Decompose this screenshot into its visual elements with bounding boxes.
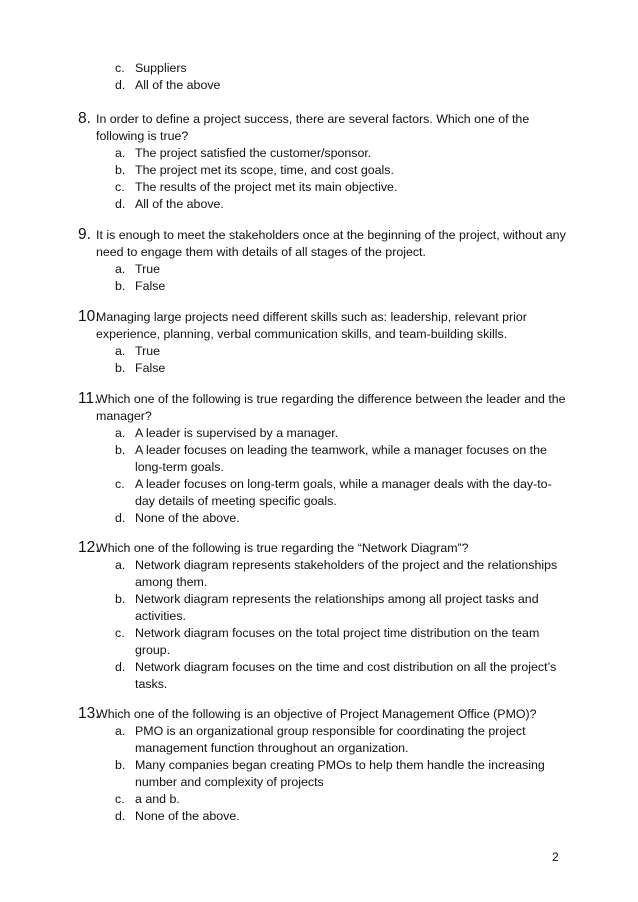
option-letter: a. xyxy=(115,146,126,160)
option-letter: a. xyxy=(115,344,126,358)
option-text: False xyxy=(135,279,166,293)
option-letter: d. xyxy=(115,511,126,525)
question-12 xyxy=(78,540,568,693)
question-10 xyxy=(78,309,568,377)
question-text: Which one of the following is true regarding the “Network Diagram”? xyxy=(96,541,469,555)
option-a xyxy=(115,723,568,757)
option-letter: c. xyxy=(115,180,125,194)
question-stem xyxy=(78,706,568,723)
option-text: All of the above. xyxy=(135,197,224,211)
option-b xyxy=(115,591,568,625)
option-d xyxy=(115,510,568,527)
question-11 xyxy=(78,391,568,527)
option-text: None of the above. xyxy=(135,511,240,525)
option-letter: c. xyxy=(115,626,125,640)
option-list xyxy=(115,557,568,693)
option-letter: d. xyxy=(115,660,126,674)
question-stem xyxy=(78,111,568,145)
option-text: True xyxy=(135,344,161,358)
option-letter: d. xyxy=(115,78,126,92)
question-text: It is enough to meet the stakeholders once at the beginning of the project, without any need to engage them with details of all stages of the project. xyxy=(96,228,566,259)
question-number: 9. xyxy=(78,226,91,243)
option-letter: a. xyxy=(115,262,126,276)
option-text: a and b. xyxy=(135,792,180,806)
option-text: A leader focuses on long-term goals, while a manager deals with the day-to-day details of meeting specific goals. xyxy=(135,477,552,508)
option-list xyxy=(115,343,568,377)
question-number: 11. xyxy=(78,390,99,407)
option-list xyxy=(115,425,568,527)
option-text: Network diagram represents the relationships among all project tasks and activities. xyxy=(135,592,539,623)
question-stem xyxy=(78,227,568,261)
option-b xyxy=(115,278,568,295)
question-text: In order to define a project success, there are several factors. Which one of the following is true? xyxy=(96,112,530,143)
option-b xyxy=(115,442,568,476)
question-stem xyxy=(78,540,568,557)
option-text: None of the above. xyxy=(135,809,240,823)
option-a xyxy=(115,557,568,591)
question-number: 13. xyxy=(78,705,100,722)
question-number: 8. xyxy=(78,110,91,127)
option-list xyxy=(115,261,568,295)
option-a xyxy=(115,425,568,442)
option-c xyxy=(115,179,568,196)
option-text: Network diagram represents stakeholders of the project and the relationships among them. xyxy=(135,558,558,589)
option-d xyxy=(115,196,568,213)
option-letter: d. xyxy=(115,809,126,823)
option-list xyxy=(115,723,568,825)
question-stem xyxy=(78,309,568,343)
page-number: 2 xyxy=(552,850,559,864)
option-text: All of the above xyxy=(135,78,221,92)
option-letter: b. xyxy=(115,163,126,177)
option-text: Many companies began creating PMOs to help them handle the increasing number and complexity of projects xyxy=(135,758,545,789)
option-b xyxy=(115,162,568,179)
option-c xyxy=(115,625,568,659)
option-text: A leader is supervised by a manager. xyxy=(135,426,339,440)
question-text: Which one of the following is an objective of Project Management Office (PMO)? xyxy=(96,707,537,721)
option-text: A leader focuses on leading the teamwork, while a manager focuses on the long-term goals. xyxy=(135,443,547,474)
option-letter: c. xyxy=(115,792,125,806)
option-text: Network diagram focuses on the total project time distribution on the team group. xyxy=(135,626,540,657)
option-text: Network diagram focuses on the time and cost distribution on all the project’s tasks. xyxy=(135,660,557,691)
option-text: The results of the project met its main objective. xyxy=(135,180,398,194)
question-number: 10. xyxy=(78,308,100,325)
option-letter: a. xyxy=(115,558,126,572)
question-9 xyxy=(78,227,568,295)
option-letter: c. xyxy=(115,477,125,491)
question-7-continuation xyxy=(115,60,220,94)
option-d xyxy=(115,659,568,693)
option-text: Suppliers xyxy=(135,61,187,75)
option-letter: c. xyxy=(115,61,125,75)
option-letter: a. xyxy=(115,426,126,440)
question-text: Which one of the following is true regarding the difference between the leader and the manager? xyxy=(96,392,566,423)
option-text: PMO is an organizational group responsible for coordinating the project management function throughout an organization. xyxy=(135,724,526,755)
option-a xyxy=(115,145,568,162)
option-c xyxy=(115,60,220,77)
option-letter: b. xyxy=(115,592,126,606)
question-stem xyxy=(78,391,568,425)
option-d xyxy=(115,808,568,825)
option-text: The project satisfied the customer/sponsor. xyxy=(135,146,372,160)
question-8 xyxy=(78,111,568,213)
option-c xyxy=(115,791,568,808)
question-text: Managing large projects need different skills such as: leadership, relevant prior experience, planning, verbal communication skills, and team-building skills. xyxy=(96,310,527,341)
option-letter: d. xyxy=(115,197,126,211)
option-b xyxy=(115,360,568,377)
option-letter: a. xyxy=(115,724,126,738)
option-letter: b. xyxy=(115,758,126,772)
option-letter: b. xyxy=(115,279,126,293)
option-letter: b. xyxy=(115,361,126,375)
question-13 xyxy=(78,706,568,825)
option-c xyxy=(115,476,568,510)
option-text: The project met its scope, time, and cost goals. xyxy=(135,163,394,177)
option-a xyxy=(115,261,568,278)
option-b xyxy=(115,757,568,791)
option-a xyxy=(115,343,568,360)
option-letter: b. xyxy=(115,443,126,457)
option-d xyxy=(115,77,220,94)
option-list xyxy=(115,145,568,213)
question-number: 12. xyxy=(78,539,100,556)
option-text: True xyxy=(135,262,161,276)
option-text: False xyxy=(135,361,166,375)
